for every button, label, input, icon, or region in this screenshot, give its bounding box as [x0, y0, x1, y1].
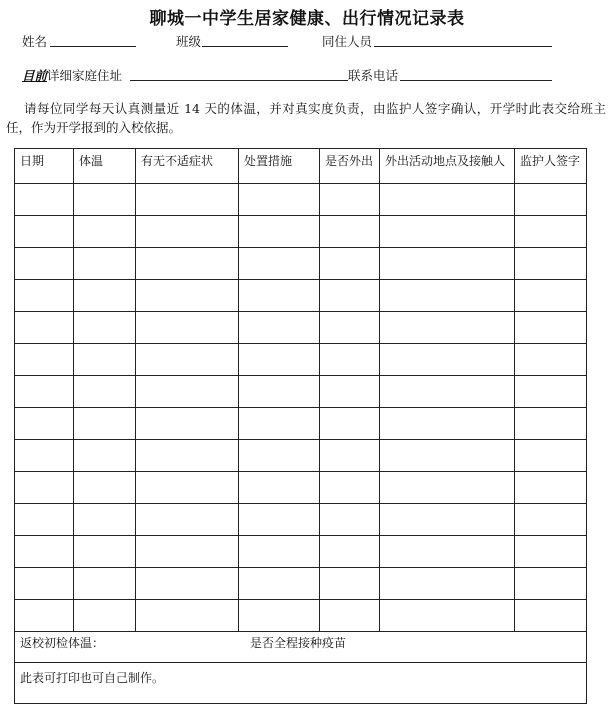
symptoms-cell[interactable] [136, 216, 239, 248]
record-table [14, 148, 587, 704]
temperature-cell[interactable] [74, 184, 136, 216]
measures-cell[interactable] [239, 312, 320, 344]
table-row [15, 344, 587, 376]
went-out-cell[interactable] [320, 536, 380, 568]
column-header-temperature: 体温 [74, 149, 136, 184]
guardian-signature-cell[interactable] [515, 280, 587, 312]
places-contacts-cell[interactable] [380, 408, 515, 440]
phone-field[interactable] [400, 80, 552, 81]
places-contacts-cell[interactable] [380, 216, 515, 248]
went-out-cell[interactable] [320, 184, 380, 216]
symptoms-cell[interactable] [136, 536, 239, 568]
went-out-cell[interactable] [320, 504, 380, 536]
went-out-cell[interactable] [320, 408, 380, 440]
went-out-cell[interactable] [320, 568, 380, 600]
went-out-cell[interactable] [320, 472, 380, 504]
measures-cell[interactable] [239, 376, 320, 408]
went-out-cell[interactable] [320, 216, 380, 248]
table-row [15, 536, 587, 568]
measures-cell[interactable] [239, 248, 320, 280]
table-row [15, 472, 587, 504]
symptoms-cell[interactable] [136, 600, 239, 632]
record-body [15, 184, 587, 704]
address-row [0, 66, 614, 86]
temperature-cell[interactable] [74, 408, 136, 440]
date-cell[interactable] [15, 376, 74, 408]
measures-cell[interactable] [239, 504, 320, 536]
date-cell[interactable] [15, 568, 74, 600]
date-cell[interactable] [15, 536, 74, 568]
cohabitant-field[interactable] [374, 46, 552, 47]
went-out-cell[interactable] [320, 312, 380, 344]
guardian-signature-cell[interactable] [515, 440, 587, 472]
guardian-signature-cell[interactable] [515, 472, 587, 504]
temperature-cell[interactable] [74, 312, 136, 344]
name-label: 姓名 [22, 34, 48, 49]
measures-cell[interactable] [239, 472, 320, 504]
date-cell[interactable] [15, 440, 74, 472]
table-row [15, 600, 587, 632]
date-cell[interactable] [15, 600, 74, 632]
table-row [15, 440, 587, 472]
date-cell[interactable] [15, 248, 74, 280]
table-row [15, 408, 587, 440]
note-cell: 此表可打印也可自己制作。 [15, 663, 587, 704]
symptoms-cell[interactable] [136, 248, 239, 280]
address-label: 详细家庭住址 [47, 68, 123, 83]
return-temp-label: 返校初检体温： [20, 636, 105, 650]
guardian-signature-cell[interactable] [515, 504, 587, 536]
vaccine-label: 是否全程接种疫苗 [250, 636, 347, 650]
name-field[interactable] [50, 46, 136, 47]
column-header-went-out: 是否外出 [320, 149, 380, 184]
symptoms-cell[interactable] [136, 312, 239, 344]
now-label: 目前 [22, 68, 48, 83]
phone-label: 联系电话 [348, 68, 399, 83]
temperature-cell[interactable] [74, 440, 136, 472]
places-contacts-cell[interactable] [380, 248, 515, 280]
places-contacts-cell[interactable] [380, 440, 515, 472]
guardian-signature-cell[interactable] [515, 248, 587, 280]
table-row [15, 248, 587, 280]
address-prefix [22, 66, 122, 84]
symptoms-cell[interactable] [136, 344, 239, 376]
temperature-cell[interactable] [74, 536, 136, 568]
places-contacts-cell[interactable] [380, 344, 515, 376]
column-header-measures: 处置措施 [239, 149, 320, 184]
table-header-row [15, 149, 587, 184]
temperature-cell[interactable] [74, 504, 136, 536]
symptoms-cell[interactable] [136, 184, 239, 216]
symptoms-cell[interactable] [136, 504, 239, 536]
places-contacts-cell[interactable] [380, 376, 515, 408]
table-row [15, 376, 587, 408]
went-out-cell[interactable] [320, 600, 380, 632]
note-row [15, 663, 587, 704]
measures-cell[interactable] [239, 600, 320, 632]
measures-cell[interactable] [239, 184, 320, 216]
measures-cell[interactable] [239, 344, 320, 376]
return-check-cell[interactable] [15, 632, 587, 663]
guardian-signature-cell[interactable] [515, 536, 587, 568]
personal-info-row [0, 32, 614, 52]
went-out-cell[interactable] [320, 344, 380, 376]
symptoms-cell[interactable] [136, 280, 239, 312]
guardian-signature-cell[interactable] [515, 600, 587, 632]
symptoms-cell[interactable] [136, 472, 239, 504]
temperature-cell[interactable] [74, 472, 136, 504]
temperature-cell[interactable] [74, 216, 136, 248]
guardian-signature-cell[interactable] [515, 376, 587, 408]
temperature-cell[interactable] [74, 248, 136, 280]
places-contacts-cell[interactable] [380, 184, 515, 216]
places-contacts-cell[interactable] [380, 472, 515, 504]
symptoms-cell[interactable] [136, 408, 239, 440]
guardian-signature-cell[interactable] [515, 312, 587, 344]
date-cell[interactable] [15, 408, 74, 440]
column-header-date: 日期 [15, 149, 74, 184]
date-cell[interactable] [15, 184, 74, 216]
guardian-signature-cell[interactable] [515, 184, 587, 216]
date-cell[interactable] [15, 312, 74, 344]
places-contacts-cell[interactable] [380, 280, 515, 312]
guardian-signature-cell[interactable] [515, 216, 587, 248]
places-contacts-cell[interactable] [380, 536, 515, 568]
places-contacts-cell[interactable] [380, 600, 515, 632]
measures-cell[interactable] [239, 568, 320, 600]
measures-cell[interactable] [239, 536, 320, 568]
class-label: 班级 [176, 34, 202, 49]
address-field[interactable] [130, 80, 348, 81]
date-cell[interactable] [15, 216, 74, 248]
table-row [15, 216, 587, 248]
guardian-signature-cell[interactable] [515, 408, 587, 440]
places-contacts-cell[interactable] [380, 504, 515, 536]
table-row [15, 280, 587, 312]
measures-cell[interactable] [239, 280, 320, 312]
guardian-signature-cell[interactable] [515, 568, 587, 600]
symptoms-cell[interactable] [136, 376, 239, 408]
places-contacts-cell[interactable] [380, 312, 515, 344]
table-row [15, 312, 587, 344]
date-cell[interactable] [15, 344, 74, 376]
date-cell[interactable] [15, 472, 74, 504]
instructions-text: 请每位同学每天认真测量近 14 天的体温，并对真实度负责，由监护人签字确认，开学时此表交给班主任，作为开学报到的入校依据。 [6, 101, 606, 135]
column-header-symptoms: 有无不适症状 [136, 149, 239, 184]
temperature-cell[interactable] [74, 600, 136, 632]
symptoms-cell[interactable] [136, 568, 239, 600]
class-field[interactable] [202, 46, 288, 47]
page-title: 聊城一中学生居家健康、出行情况记录表 [149, 9, 465, 29]
table-row [15, 568, 587, 600]
table-row [15, 504, 587, 536]
return-check-row [15, 632, 587, 663]
guardian-signature-cell[interactable] [515, 344, 587, 376]
date-cell[interactable] [15, 280, 74, 312]
column-header-places-contacts: 外出活动地点及接触人 [380, 149, 515, 184]
went-out-cell[interactable] [320, 376, 380, 408]
temperature-cell[interactable] [74, 280, 136, 312]
column-header-guardian-signature: 监护人签字 [515, 149, 587, 184]
measures-cell[interactable] [239, 216, 320, 248]
measures-cell[interactable] [239, 408, 320, 440]
measures-cell[interactable] [239, 440, 320, 472]
table-row [15, 184, 587, 216]
went-out-cell[interactable] [320, 280, 380, 312]
went-out-cell[interactable] [320, 248, 380, 280]
temperature-cell[interactable] [74, 376, 136, 408]
went-out-cell[interactable] [320, 440, 380, 472]
temperature-cell[interactable] [74, 344, 136, 376]
temperature-cell[interactable] [74, 568, 136, 600]
cohabitant-label: 同住人员 [322, 34, 373, 49]
places-contacts-cell[interactable] [380, 568, 515, 600]
symptoms-cell[interactable] [136, 440, 239, 472]
date-cell[interactable] [15, 504, 74, 536]
